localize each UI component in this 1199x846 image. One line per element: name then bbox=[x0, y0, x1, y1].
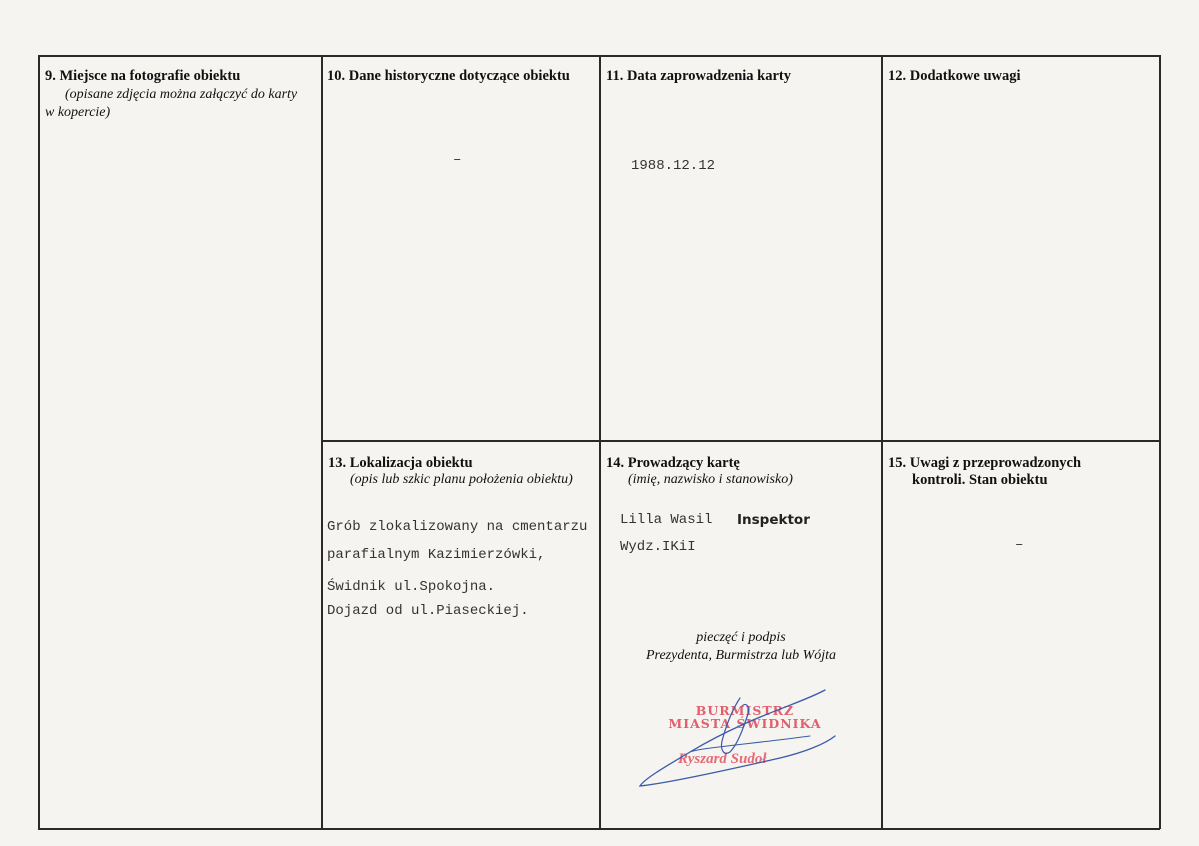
keeper-name: Lilla Wasil bbox=[620, 512, 713, 528]
cell-15-title-line-2: kontroli. Stan obiektu bbox=[912, 472, 1048, 488]
seal-caption-line-2: Prezydenta, Burmistrza lub Wójta bbox=[645, 648, 837, 663]
cell-13-subtitle: (opis lub szkic planu położenia obiektu) bbox=[350, 472, 573, 487]
location-line-3: Świdnik ul.Spokojna. bbox=[327, 579, 496, 595]
stamp-title-line-1: BURMISTRZ bbox=[695, 703, 795, 718]
keeper-department: Wydz.IKiI bbox=[620, 539, 696, 555]
col-divider-1 bbox=[321, 55, 323, 829]
cell-11-title: 11. Data zaprowadzenia karty bbox=[606, 68, 792, 84]
cell-9-subtitle: (opisane zdjęcia można załączyć do karty w kopercie) bbox=[45, 87, 298, 120]
keeper-position: Inspektor bbox=[737, 512, 810, 528]
cell-13-title: 13. Lokalizacja obiektu bbox=[328, 455, 473, 471]
location-line-4: Dojazd od ul.Piaseckiej. bbox=[327, 603, 529, 619]
location-line-2: parafialnym Kazimierzówki, bbox=[327, 547, 546, 563]
cell-14-subtitle: (imię, nazwisko i stanowisko) bbox=[628, 472, 793, 487]
seal-caption-line-1: pieczęć i podpis bbox=[696, 630, 786, 645]
cell-9-title: 9. Miejsce na fotografie obiektu bbox=[45, 68, 241, 84]
stamp-mayor-name: Ryszard Sudoł bbox=[678, 751, 767, 767]
cell-12-title: 12. Dodatkowe uwagi bbox=[888, 68, 1021, 84]
cell-10-value: – bbox=[453, 152, 462, 168]
location-line-1: Grób zlokalizowany na cmentarzu bbox=[327, 519, 588, 535]
table-left-border bbox=[38, 55, 40, 829]
card-date: 1988.12.12 bbox=[631, 158, 716, 174]
col-divider-3 bbox=[881, 55, 883, 829]
stamp-title-line-2: MIASTA ŚWIDNIKA bbox=[668, 716, 822, 731]
cell-10-title: 10. Dane historyczne dotyczące obiektu bbox=[327, 68, 570, 84]
table-middle-rule bbox=[322, 440, 1160, 442]
cell-14-title: 14. Prowadzący kartę bbox=[606, 455, 740, 471]
cell-15-value: – bbox=[1015, 537, 1024, 553]
table-right-border bbox=[1159, 55, 1161, 829]
signature-icon bbox=[630, 686, 850, 796]
cell-15-title-line-1: 15. Uwagi z przeprowadzonych bbox=[888, 455, 1082, 471]
col-divider-2 bbox=[599, 55, 601, 829]
